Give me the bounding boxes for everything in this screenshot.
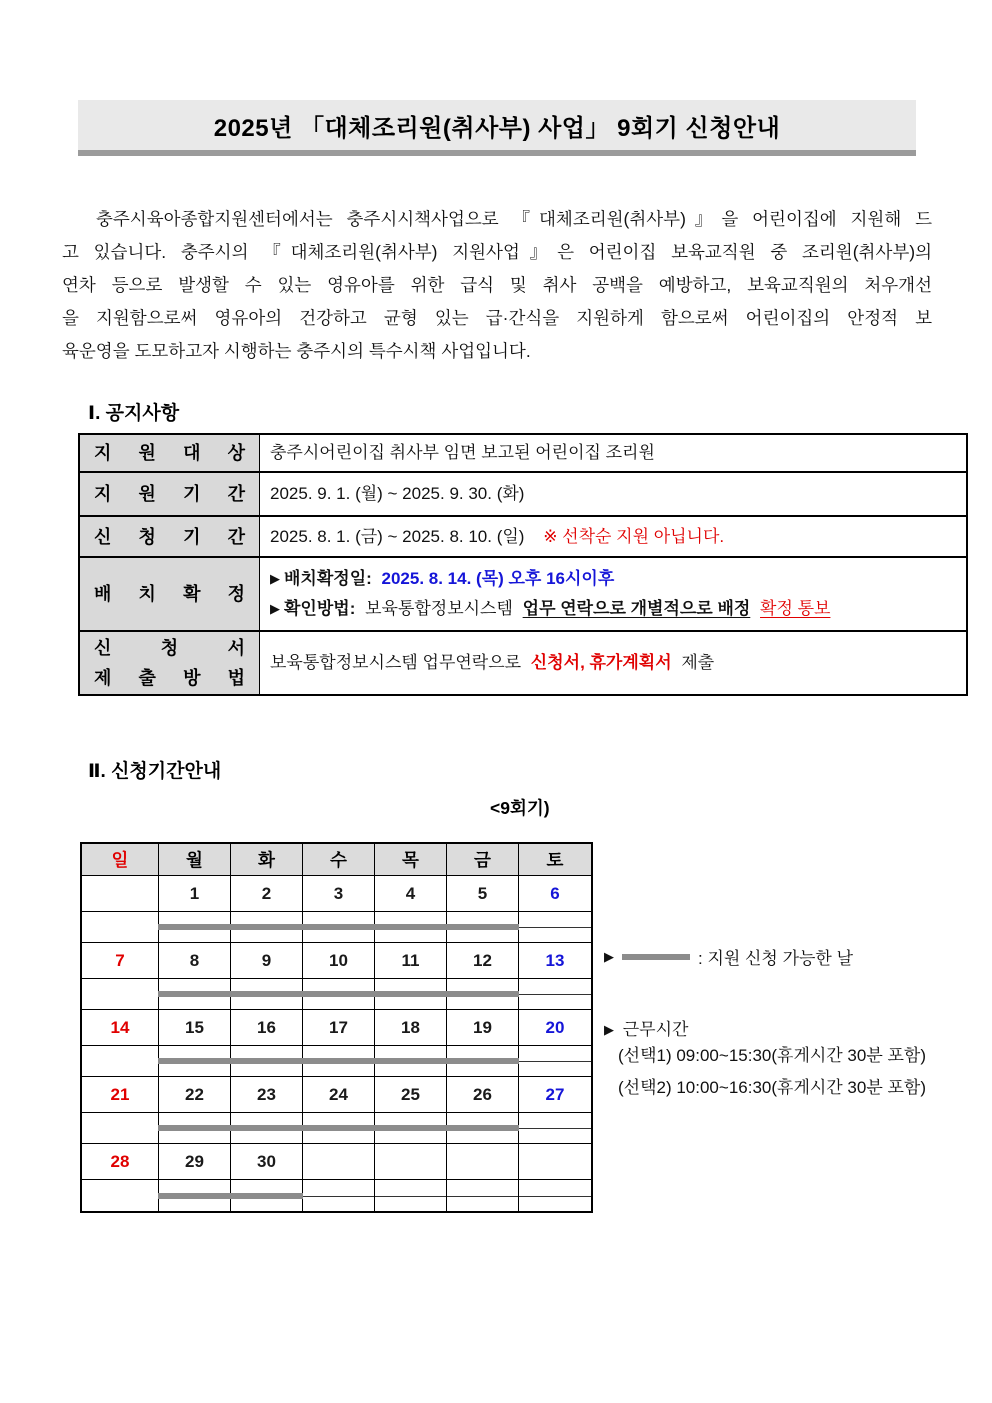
calendar-day-cell: 19 — [447, 1010, 519, 1046]
calendar-day-cell: 16 — [231, 1010, 303, 1046]
calendar-day-cell: 30 — [231, 1144, 303, 1180]
calendar-day-cell: 1 — [159, 876, 231, 912]
cell-divider — [519, 1128, 591, 1129]
row-content — [260, 435, 966, 471]
row-label-text: 배 치 확 정 — [94, 584, 245, 604]
intro-line: 을 지원함으로써 영유아의 건강하고 균형 있는 급·간식을 지원하게 함으로써 어린이집의 안정적 보 — [62, 308, 932, 328]
available-day-bar — [302, 924, 375, 930]
available-day-bar — [446, 1058, 519, 1064]
row-label-text: 지 원 대 상 — [94, 443, 245, 463]
application-period-text: 2025. 8. 1. (금) ~ 2025. 8. 10. (일) — [270, 526, 525, 546]
calendar-day-cell: 23 — [231, 1077, 303, 1113]
work-hours-title: 근무시간 — [622, 1020, 689, 1039]
calendar-bar-cell — [303, 1046, 375, 1077]
calendar-day-cell: 9 — [231, 943, 303, 979]
calendar-day-cell: 13 — [519, 943, 591, 979]
row-label-text: 신 청 기 간 — [94, 526, 245, 547]
calendar-day-cell: 18 — [375, 1010, 447, 1046]
calendar-day-cell: 20 — [519, 1010, 591, 1046]
cell-divider — [519, 1196, 591, 1197]
work-hours-option1: (선택1) 09:00~15:30(휴게시간 30분 포함) — [618, 1046, 926, 1065]
available-day-bar — [446, 991, 519, 997]
weekday-header-5: 금 — [447, 844, 519, 876]
legend-available-day-text: : 지원 신청 가능한 날 — [698, 949, 853, 968]
notice-table — [78, 433, 968, 696]
table-row — [80, 632, 966, 694]
intro-line: 육운영을 도모하고자 시행하는 충주시의 특수시책 사업입니다. — [62, 341, 531, 361]
weekday-header-4: 목 — [375, 844, 447, 876]
placement-date-value: 2025. 8. 14. (목) 오후 16시이후 — [381, 569, 615, 588]
calendar-day-cell: 2 — [231, 876, 303, 912]
available-day-bar — [230, 1193, 303, 1199]
calendar-bar-cell — [231, 1180, 303, 1211]
calendar-bar-cell — [447, 1113, 519, 1144]
calendar-day-cell: 12 — [447, 943, 519, 979]
calendar-bar-cell — [519, 912, 591, 943]
row-label-text: 지 원 기 간 — [94, 484, 245, 504]
weekday-header-2: 화 — [231, 844, 303, 876]
weekday-header-6: 토 — [519, 844, 591, 876]
calendar-day-cell: 14 — [82, 1010, 159, 1046]
calendar-day-cell: 11 — [375, 943, 447, 979]
confirm-notice-red: 확정 통보 — [760, 599, 831, 618]
intro-line: 고 있습니다. 충주시의 『대체조리원(취사부) 지원사업』은 어린이집 보육교직원 중 조리원(취사부)의 — [62, 242, 932, 262]
calendar-day-cell: 5 — [447, 876, 519, 912]
calendar-day-cell — [375, 1144, 447, 1180]
calendar-day-cell: 21 — [82, 1077, 159, 1113]
calendar-day-cell: 8 — [159, 943, 231, 979]
available-day-bar — [158, 1058, 231, 1064]
weekday-header-3: 수 — [303, 844, 375, 876]
available-day-bar — [302, 1058, 375, 1064]
available-day-bar — [158, 1125, 231, 1131]
row-label-text: 신 청 서 — [94, 638, 245, 658]
confirm-method-underlined: 업무 연락으로 개별적으로 배정 — [522, 599, 751, 618]
calendar-table — [80, 842, 593, 1213]
available-day-bar — [374, 1125, 447, 1131]
intro-paragraph — [62, 203, 932, 368]
available-day-bar — [374, 991, 447, 997]
cell-divider — [519, 927, 591, 928]
calendar-bar-cell — [447, 1046, 519, 1077]
calendar-day-cell — [303, 1144, 375, 1180]
table-row — [80, 435, 966, 473]
not-first-come-notice: ※ 선착순 지원 아닙니다. — [543, 526, 725, 546]
available-day-bar — [374, 924, 447, 930]
calendar-day-cell: 28 — [82, 1144, 159, 1180]
calendar-bar-cell — [159, 1046, 231, 1077]
calendar-bar-cell — [231, 912, 303, 943]
submission-post-text: 제출 — [681, 653, 715, 672]
available-day-bar — [158, 1193, 231, 1199]
calendar-day-cell — [82, 876, 159, 912]
calendar-bar-cell — [231, 1046, 303, 1077]
cell-divider — [303, 1196, 374, 1197]
calendar-bar-cell — [159, 979, 231, 1010]
calendar-day-cell: 3 — [303, 876, 375, 912]
available-day-bar — [446, 924, 519, 930]
calendar-bar-cell — [519, 1113, 591, 1144]
row-label — [80, 517, 260, 556]
calendar-bar-cell — [303, 979, 375, 1010]
section1-heading: Ⅰ. 공지사항 — [88, 403, 180, 424]
calendar-day-cell: 27 — [519, 1077, 591, 1113]
calendar-bar-cell — [447, 912, 519, 943]
calendar-bar-cell — [303, 912, 375, 943]
section2-heading: Ⅱ. 신청기간안내 — [88, 761, 222, 782]
row-content — [260, 473, 966, 515]
row-label — [80, 435, 260, 471]
calendar-day-cell — [447, 1144, 519, 1180]
placement-date-label: 배치확정일: — [284, 569, 372, 588]
available-day-bar — [302, 991, 375, 997]
calendar-bar-cell — [82, 1046, 159, 1077]
confirm-method-label: 확인방법: — [284, 599, 356, 618]
calendar-day-cell: 7 — [82, 943, 159, 979]
calendar-bar-cell — [447, 979, 519, 1010]
available-day-bar — [302, 1125, 375, 1131]
confirm-method-system: 보육통합정보시스템 — [365, 599, 513, 618]
calendar-bar-cell — [375, 912, 447, 943]
intro-line: 충주시육아종합지원센터에서는 충주시시책사업으로 『대체조리원(취사부)』을 어린이집에 지원해 드 — [96, 209, 932, 229]
intro-line: 연차 등으로 발생할 수 있는 영유아를 위한 급식 및 취사 공백을 예방하고, 보육교직원의 처우개선 — [62, 275, 932, 295]
calendar-bar-cell — [375, 979, 447, 1010]
calendar-bar-cell — [82, 912, 159, 943]
row-label — [80, 473, 260, 515]
calendar-bar-cell — [231, 979, 303, 1010]
weekday-header-1: 월 — [159, 844, 231, 876]
bullet-triangle-icon: ▶ — [270, 571, 280, 586]
calendar-bar-cell — [519, 979, 591, 1010]
row-content-text: 충주시어린이집 취사부 임면 보고된 어린이집 조리원 — [270, 443, 655, 462]
calendar-bar-cell — [82, 1180, 159, 1211]
cell-divider — [447, 1196, 518, 1197]
cell-divider — [519, 1061, 591, 1062]
calendar-day-cell: 15 — [159, 1010, 231, 1046]
calendar-round-title: <9회기) — [490, 798, 550, 818]
table-row — [80, 473, 966, 517]
calendar-bar-cell — [519, 1180, 591, 1211]
calendar-day-cell: 29 — [159, 1144, 231, 1180]
row-content — [260, 558, 966, 630]
calendar-bar-cell — [82, 1113, 159, 1144]
calendar-bar-cell — [231, 1113, 303, 1144]
calendar-day-cell: 25 — [375, 1077, 447, 1113]
weekday-header-0: 일 — [82, 844, 159, 876]
available-day-bar — [158, 991, 231, 997]
calendar-bar-cell — [519, 1046, 591, 1077]
available-day-bar — [374, 1058, 447, 1064]
calendar-bar-cell — [159, 912, 231, 943]
row-content — [260, 632, 966, 694]
table-row — [80, 558, 966, 632]
calendar-bar-cell — [82, 979, 159, 1010]
calendar-bar-cell — [159, 1180, 231, 1211]
row-label — [80, 632, 260, 694]
row-label — [80, 558, 260, 630]
calendar-bar-cell — [159, 1113, 231, 1144]
cell-divider — [375, 1196, 446, 1197]
bullet-triangle-icon: ▶ — [604, 1022, 614, 1037]
calendar-legend — [604, 842, 984, 1104]
bullet-triangle-icon: ▶ — [604, 948, 614, 964]
calendar-bar-cell — [303, 1113, 375, 1144]
available-day-bar — [230, 1125, 303, 1131]
available-day-bar — [230, 991, 303, 997]
calendar-bar-cell — [375, 1046, 447, 1077]
legend-available-day — [604, 944, 984, 969]
calendar-day-cell: 26 — [447, 1077, 519, 1113]
calendar-day-cell: 10 — [303, 943, 375, 979]
calendar-day-cell: 4 — [375, 876, 447, 912]
work-hours-option2: (선택2) 10:00~16:30(휴게시간 30분 포함) — [618, 1078, 926, 1097]
row-content-text: 2025. 9. 1. (월) ~ 2025. 9. 30. (화) — [270, 484, 525, 503]
calendar-bar-cell — [375, 1180, 447, 1211]
cell-divider — [519, 994, 591, 995]
calendar-day-cell: 6 — [519, 876, 591, 912]
calendar-day-cell: 24 — [303, 1077, 375, 1113]
gray-bar-swatch — [622, 954, 690, 960]
available-day-bar — [158, 924, 231, 930]
row-label-text: 제 출 방 법 — [94, 668, 245, 688]
calendar-bar-cell — [447, 1180, 519, 1211]
row-content — [260, 517, 966, 556]
calendar-day-cell — [519, 1144, 591, 1180]
table-row — [80, 517, 966, 558]
legend-work-hours — [604, 1015, 984, 1104]
available-day-bar — [230, 1058, 303, 1064]
calendar-bar-cell — [303, 1180, 375, 1211]
bullet-triangle-icon: ▶ — [270, 601, 280, 616]
available-day-bar — [446, 1125, 519, 1131]
page-title: 2025년 「대체조리원(취사부) 사업」 9회기 신청안내 — [78, 100, 916, 156]
available-day-bar — [230, 924, 303, 930]
calendar-day-cell: 17 — [303, 1010, 375, 1046]
calendar-day-cell: 22 — [159, 1077, 231, 1113]
calendar-bar-cell — [375, 1113, 447, 1144]
submission-docs-red: 신청서, 휴가계획서 — [530, 653, 672, 672]
submission-pre-text: 보육통합정보시스템 업무연락으로 — [270, 653, 522, 672]
